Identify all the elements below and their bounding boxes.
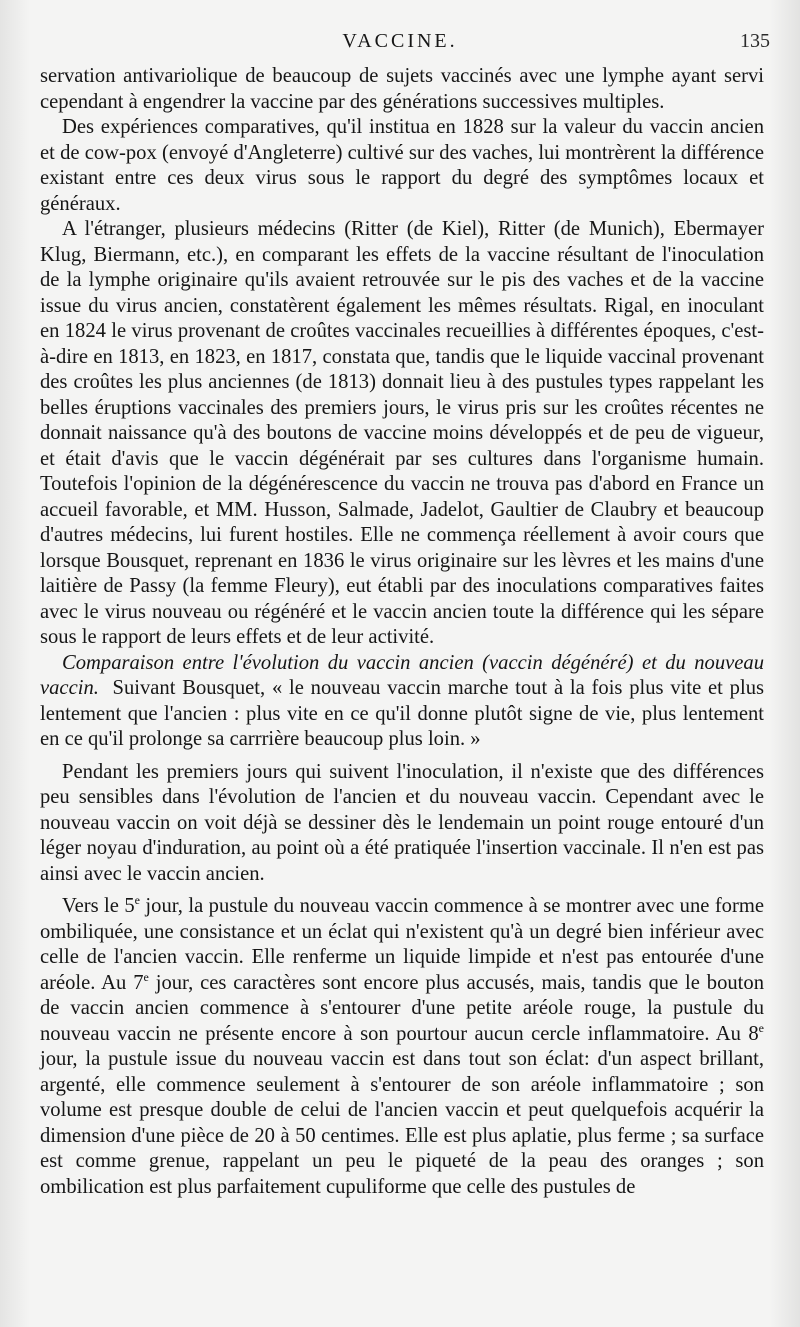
text-segment: jour, la pustule du nouveau vaccin commence à se montrer avec une forme ombiliquée, une consistance et un éclat qui n'existent qu'à un degré bien inférieur avec celle de l'ancien vaccin. Elle renferme un liquide limpide et n'est pas entourée d'une aréole. Au 7 [40,895,764,994]
running-title: VACCINE. [342,30,458,52]
text-segment: jour, ces caractères sont encore plus accusés, mais, tandis que le bouton de vaccin ancien commence à s'entourer d'une petite aréole rouge, la pustule du nouveau vaccin ne présente encore à son pourtour aucun cercle inflammatoire. Au 8 [40,971,764,1045]
paragraph-vers-le-5e-jour [40,894,764,1200]
section-heading: Comparaison entre l'évolution du vaccin ancien (vaccin dégénéré) et du nouveau vaccin. [40,651,764,699]
page-number: 135 [740,30,770,52]
ordinal-superscript: e [143,969,149,984]
paragraph-experiences: Des expériences comparatives, qu'il institua en 1828 sur la valeur du vaccin ancien et de cow-pox (envoyé d'Angleterre) cultivé sur des vaches, lui montrèrent la différence existant entre ces deux virus sous le rapport du degré des symptômes locaux et généraux. [40,116,764,215]
ordinal-superscript: e [134,893,140,908]
running-header [0,28,800,54]
paragraph-premiers-jours: Pendant les premiers jours qui suivent l'inoculation, il n'existe que des différences peu sensibles dans l'évolution de l'ancien et du nouveau vaccin. Cependant avec le nouveau vaccin on voit déjà se dessiner dès le lendemain un point rouge entouré d'un léger noyau d'induration, au point où a été pratiquée l'insertion vaccinale. Il n'en est pas ainsi avec le vaccin ancien. [40,760,764,885]
text-segment: Vers le 5 [62,895,135,917]
paragraph-comparaison [40,651,764,753]
paragraph-comparaison-text: Suivant Bousquet, « le nouveau vaccin marche tout à la fois plus vite et plus lentement que l'ancien : plus vite en ce qu'il donne plutôt signe de vie, plus lentement en ce qu'il prolonge sa carrrière beaucoup plus loin. » [40,677,765,750]
ordinal-superscript: e [758,1020,764,1035]
text-segment: jour, la pustule issue du nouveau vaccin est dans tout son éclat: d'un aspect brillant, argenté, elle commence seulement à s'entourer de son aréole inflammatoire ; son volume est presque double de celui de l'ancien vaccin et peut quelquefois acquérir la dimension d'une pièce de 20 à 50 centimes. Elle est plus aplatie, plus ferme ; sa surface est comme grenue, rappelant un peu le piqueté de la peau des oranges ; son ombilication est plus parfaitement cupuliforme que celle des pustules de [40,1048,764,1198]
paragraph-etranger: A l'étranger, plusieurs médecins (Ritter (de Kiel), Ritter (de Munich), Ebermayer Klug, Biermann, etc.), en comparant les effets de la vaccine résultant de l'inoculation de la lymphe originaire qu'ils avaient retrouvée sur le pis des vaches et de la vaccine issue du virus ancien, constatèrent également les mêmes résultats. Rigal, en inoculant en 1824 le virus provenant de croûtes vaccinales recueillies à différentes époques, c'est-à-dire en 1813, en 1823, en 1817, constata que, tandis que le liquide vaccinal provenant des croûtes les plus anciennes (de 1813) donnait lieu à des pustules types rappelant les belles éruptions vaccinales des premiers jours, le virus pris sur les croûtes récentes ne donnait naissance qu'à des boutons de vaccine moins développés et de peu de vigueur, et était d'avis que le vaccin dégénérait par ses cultures dans l'organisme humain. Toutefois l'opinion de la dégénérescence du vaccin ne trouva pas d'abord en France un accueil favorable, et MM. Husson, Salmade, Jadelot, Gaultier de Claubry et beaucoup d'autres médecins, lui furent hostiles. Elle ne commença réellement à avoir cours que lorsque Bousquet, reprenant en 1836 le virus originaire sur les lèvres et les mains d'une laitière de Passy (la femme Fleury), eut établi par des inoculations comparatives faites avec le virus nouveau ou régénéré et le vaccin ancien toute la différence qui les sépare sous le rapport de leurs effets et de leur activité. [40,218,764,648]
body-text [40,64,764,1200]
paragraph-continuation: servation antivariolique de beaucoup de sujets vaccinés avec une lymphe ayant servi cependant à engendrer la vaccine par des générations successives multiples. [40,65,764,113]
